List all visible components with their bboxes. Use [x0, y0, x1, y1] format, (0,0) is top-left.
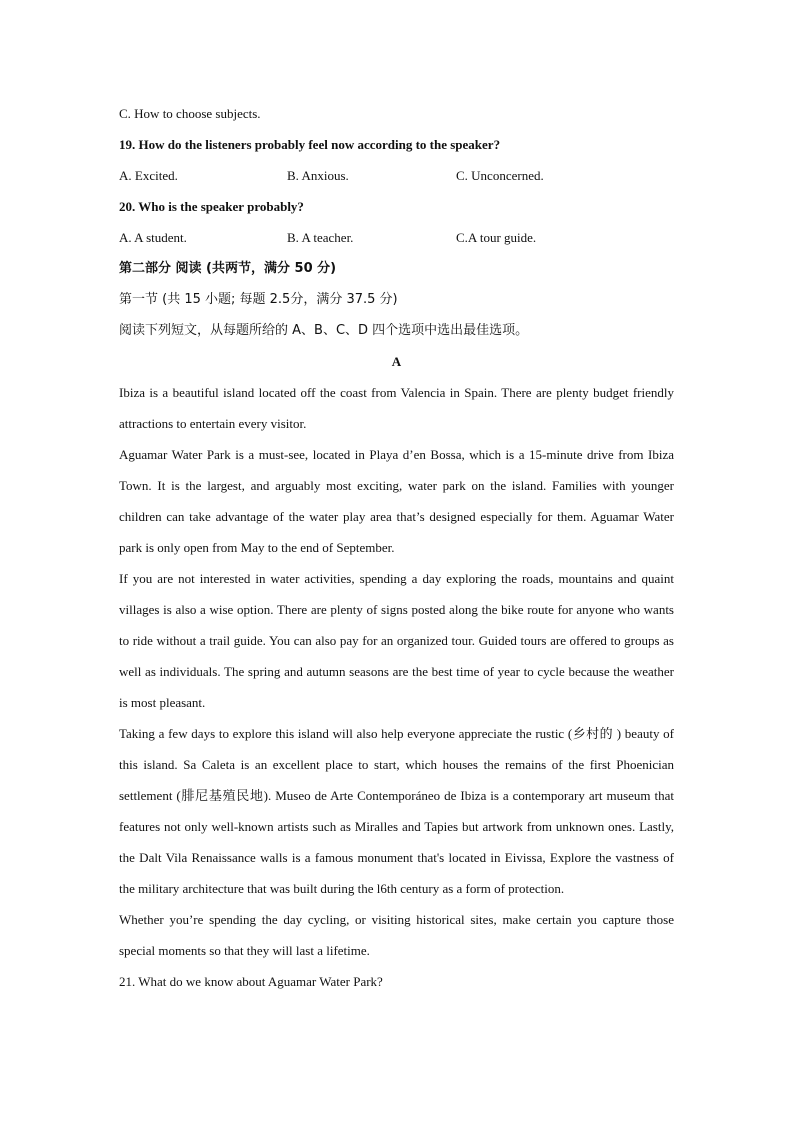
passage-paragraph-4: Taking a few days to explore this island will also help everyone appreciate the rustic (乡村的 ) beauty of this island. Sa Caleta is an excellent place to start, which houses the remains of the first Phoenician settlement (腓尼基殖民地). Museo de Arte Contemporáneo de Ibiza is a contemporary art museum that features not only well-known artists such as Miralles and Tapies but artwork from unknown ones. Lastly, the Dalt Vila Renaissance walls is a famous monument that's located in Eivissa, Explore the vastness of the military architecture that was built during the l6th century as a form of protection.	[119, 726, 674, 896]
q20-options	[119, 222, 674, 253]
passage-paragraph-1: Ibiza is a beautiful island located off the coast from Valencia in Spain. There are plenty budget friendly attractions to entertain every visitor.	[119, 385, 674, 431]
q20-option-b: B. A teacher.	[287, 230, 354, 245]
exam-page	[119, 98, 674, 997]
passage-paragraph-3: If you are not interested in water activities, spending a day exploring the roads, mountains and quaint villages is also a wise option. There are plenty of signs posted along the bike route for anyone who wants to ride without a trail guide. You can also pay for an organized tour. Guided tours are offered to groups as well as individuals. The spring and autumn seasons are the best time of year to cycle because the weather is most pleasant.	[119, 571, 674, 710]
q21-question: 21. What do we know about Aguamar Water Park?	[119, 974, 383, 989]
q19-options	[119, 160, 674, 191]
passage-paragraph-5: Whether you’re spending the day cycling, or visiting historical sites, make certain you capture those special moments so that they will last a lifetime.	[119, 912, 674, 958]
part2-heading: 第二部分 阅读 (共两节，满分 50 分)	[119, 261, 337, 276]
q19-question: 19. How do the listeners probably feel now according to the speaker?	[119, 137, 501, 152]
section1-heading: 第一节 (共 15 小题; 每题 2.5分，满分 37.5 分)	[119, 292, 398, 307]
q20-question: 20. Who is the speaker probably?	[119, 199, 304, 214]
q19-option-b: B. Anxious.	[287, 168, 349, 183]
passage-paragraph-2: Aguamar Water Park is a must-see, located in Playa d’en Bossa, which is a 15-minute drive from Ibiza Town. It is the largest, and arguably most exciting, water park on the island. Families with younger children can take advantage of the water play area that’s designed especially for them. Aguamar Water park is only open from May to the end of September.	[119, 447, 674, 555]
passage-label: A	[391, 354, 402, 369]
q18-option-c: C. How to choose subjects.	[119, 106, 261, 121]
q20-option-c: C.A tour guide.	[456, 230, 537, 245]
q19-option-c: C. Unconcerned.	[456, 168, 544, 183]
q19-option-a: A. Excited.	[119, 168, 178, 183]
reading-instruction: 阅读下列短文，从每题所给的 A、B、C、D 四个选项中选出最佳选项。	[119, 323, 529, 338]
q20-option-a: A. A student.	[119, 230, 187, 245]
